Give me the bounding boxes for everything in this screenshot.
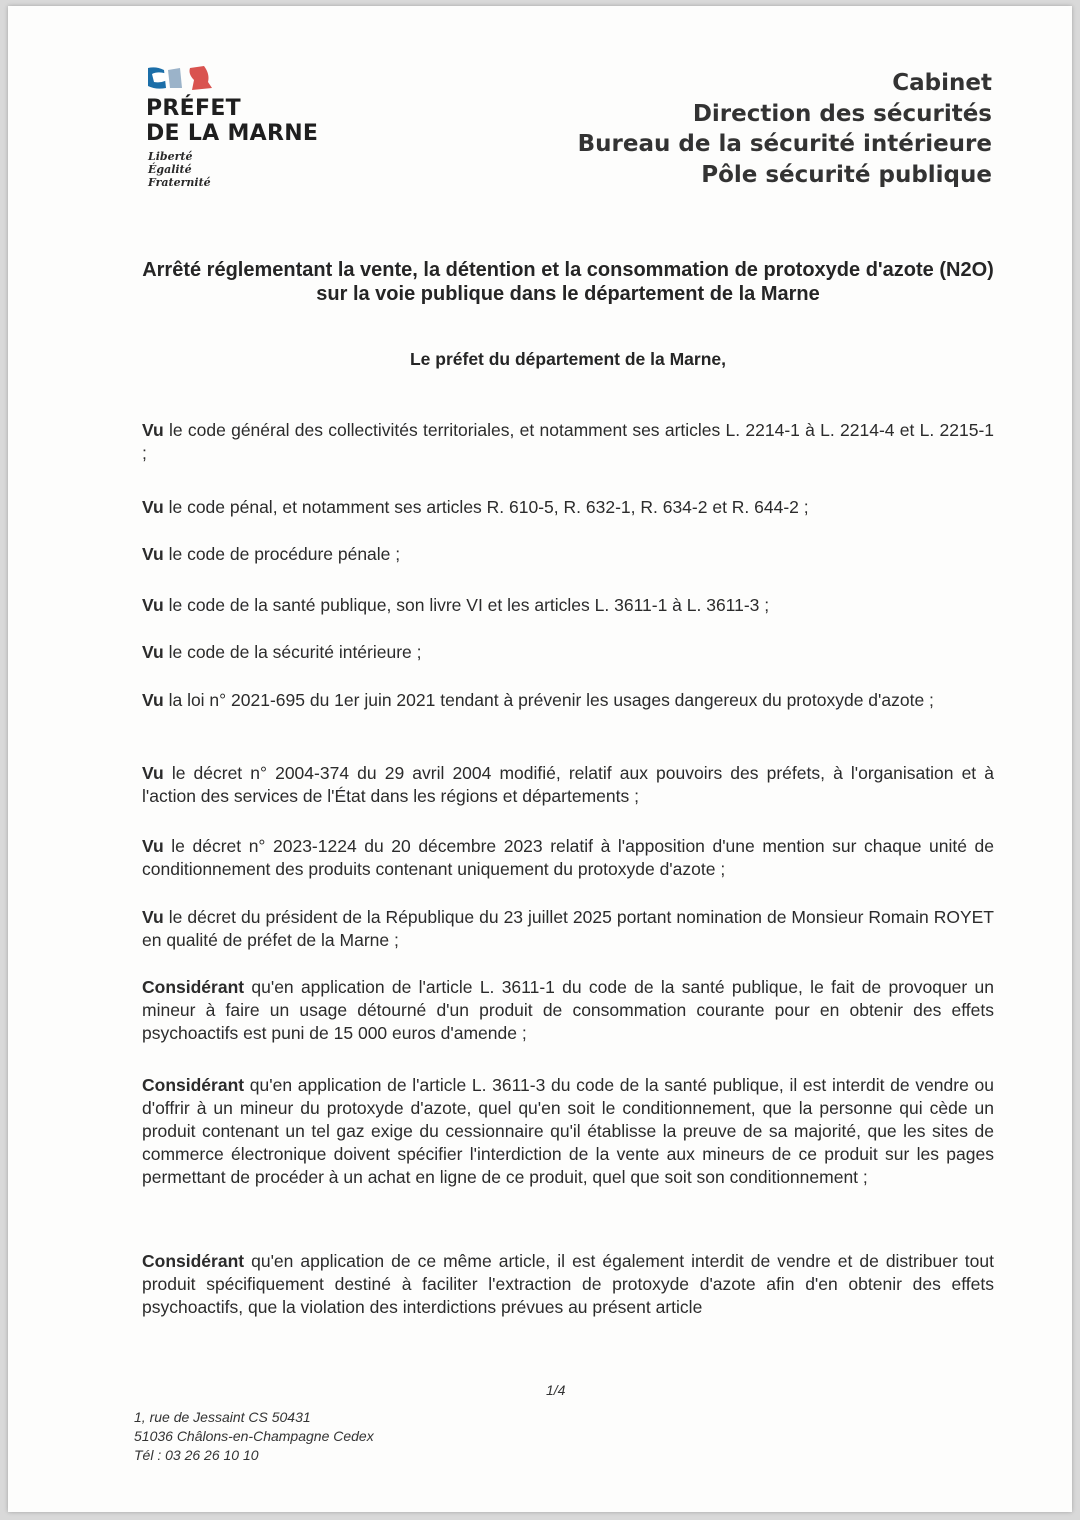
footer-city: 51036 Châlons-en-Champagne Cedex [134,1428,374,1444]
paragraph-vu-securite-interieure [142,641,994,664]
paragraph-considerant-3 [142,1250,994,1319]
paragraph-vu-procedure-penale [142,543,994,566]
paragraph-vu-loi-2021 [142,689,994,712]
logo-prefet-text: PRÉFET [146,96,241,121]
paragraph-text: le décret n° 2004-374 du 29 avril 2004 modifié, relatif aux pouvoirs des préfets, à l'organisation et à l'action des services de l'État dans les régions et départements ; [142,763,994,806]
paragraph-keyword: Vu [142,497,164,517]
paragraph-keyword: Vu [142,690,164,710]
paragraph-keyword: Considérant [142,1075,245,1095]
paragraph-text: la loi n° 2021-695 du 1er juin 2021 tendant à prévenir les usages dangereux du protoxyde d'azote ; [163,690,934,710]
paragraph-text: le décret n° 2023-1224 du 20 décembre 2023 relatif à l'apposition d'une mention sur chaque unité de conditionnement des produits contenant uniquement du protoxyde d'azote ; [142,836,994,879]
paragraph-keyword: Vu [142,763,164,783]
paragraph-vu-decret-2004 [142,762,994,808]
paragraph-vu-decret-nomination [142,906,994,952]
logo-marne-text: DE LA MARNE [146,121,319,146]
paragraph-vu-decret-2023 [142,835,994,881]
footer-phone: Tél : 03 26 26 10 10 [134,1447,259,1463]
page-number: 1/4 [546,1382,566,1398]
marianne-logo-icon [146,64,216,92]
paragraph-keyword: Vu [142,907,164,927]
service-cabinet: Cabinet [892,70,992,96]
paragraph-keyword: Vu [142,420,164,440]
paragraph-text: qu'en application de ce même article, il est également interdit de vendre et de distribuer tout produit spécifiquement destiné à faciliter l'extraction de protoxyde d'azote afin d'en obtenir des effets psychoactifs, que la violation des interdictions prévues au présent article [142,1251,994,1317]
paragraph-considerant-1 [142,976,994,1045]
motto-egalite: Égalité [148,163,192,176]
paragraph-text: le code pénal, et notamment ses articles R. 610-5, R. 632-1, R. 634-2 et R. 644-2 ; [163,497,809,517]
paragraph-keyword: Considérant [142,1251,245,1271]
republic-motto [146,150,318,189]
paragraph-vu-code-penal [142,496,994,519]
paragraph-text: qu'en application de l'article L. 3611-1 du code de la santé publique, le fait de provoquer un mineur à faire un usage détourné d'un produit de consommation courante pour en obtenir des effets psychoactifs est puni de 15 000 euros d'amende ; [142,977,994,1043]
paragraph-text: le décret du président de la République du 23 juillet 2025 portant nomination de Monsieur Romain ROYET en qualité de préfet de la Marne ; [142,907,994,950]
paragraph-text: le code de la sécurité intérieure ; [163,642,422,662]
paragraph-text: le code de procédure pénale ; [163,544,401,564]
paragraph-vu-cgct [142,419,994,465]
service-header [578,68,992,190]
paragraph-text: qu'en application de l'article L. 3611-3 du code de la santé publique, il est interdit de vendre ou d'offrir à un mineur du protoxyde d'azote, quel qu'en soit le conditionnement, que la personne qui cède un produit contenant un tel gaz exige du cessionnaire qu'il établisse la preuve de sa majorité, que les sites de commerce électronique doivent spécifier l'interdiction de la vente aux mineurs de ce produit sur les pages permettant de procéder à un achat en ligne de ce produit, quel que soit son conditionnement ; [142,1075,994,1187]
motto-liberte: Liberté [148,150,193,163]
service-bureau: Bureau de la sécurité intérieure [577,131,992,157]
paragraph-vu-sante-publique [142,594,994,617]
footer-address [134,1408,374,1465]
intro-line: Le préfet du département de la Marne, [409,349,727,369]
paragraph-text: le code de la santé publique, son livre VI et les articles L. 3611-1 à L. 3611-3 ; [163,595,770,615]
footer-street: 1, rue de Jessaint CS 50431 [134,1409,311,1425]
document-title: Arrêté réglementant la vente, la détention et la consommation de protoxyde d'azote (N2O) sur la voie publique dans le département de la Marne [142,259,994,305]
service-pole: Pôle sécurité publique [701,161,992,188]
paragraph-keyword: Vu [142,642,164,662]
paragraph-keyword: Considérant [142,977,245,997]
prefet-logo [146,64,318,189]
paragraph-text: le code général des collectivités territoriales, et notamment ses articles L. 2214-1 à L. 2214-4 et L. 2215-1 ; [142,420,994,463]
paragraph-keyword: Vu [142,836,164,856]
paragraph-keyword: Vu [142,595,164,615]
paragraph-keyword: Vu [142,544,164,564]
paragraph-considerant-2 [142,1074,994,1189]
service-direction: Direction des sécurités [692,100,992,127]
document-page [8,6,1072,1512]
motto-fraternite: Fraternité [148,176,211,189]
